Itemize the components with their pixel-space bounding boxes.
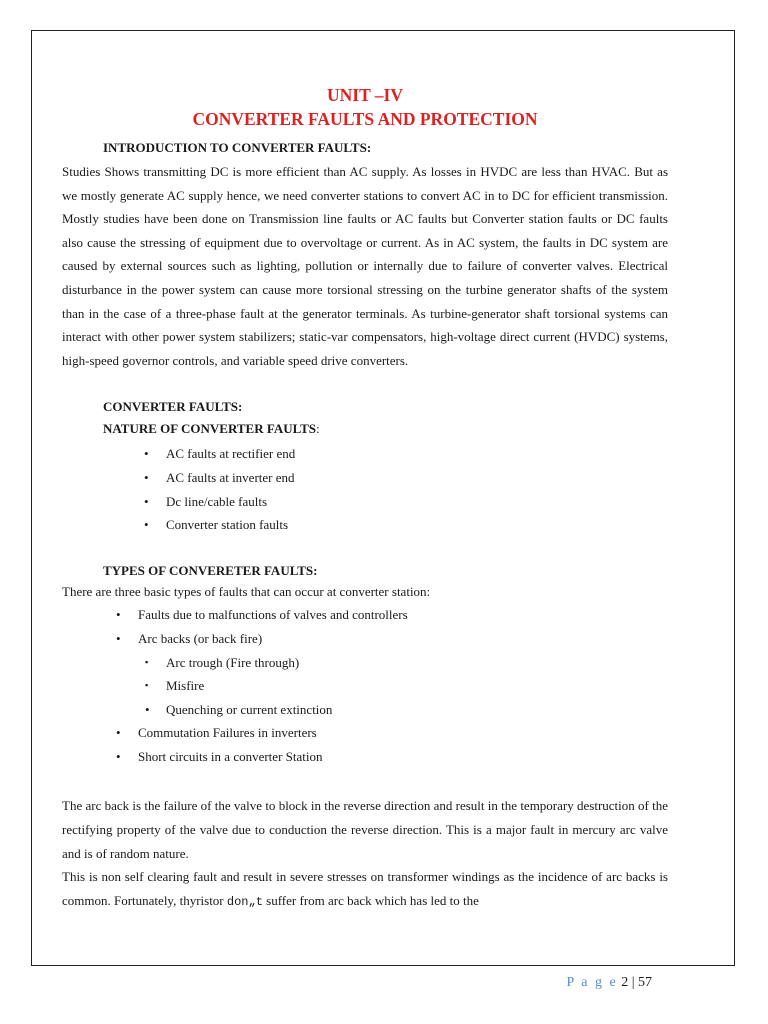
converter-faults-heading: CONVERTER FAULTS: [103,399,243,415]
bullet-icon: • [144,493,149,509]
nature-heading: NATURE OF CONVERTER FAULTS: [103,421,320,437]
bullet-icon: • [144,469,149,485]
bullet-icon: • [144,446,149,462]
nature-list [62,442,668,536]
arc-back-paragraph: The arc back is the failure of the valve to block in the reverse direction and result in the temporary destruction of the rectifying property of the valve due to conduction the reverse direction. This is a major fault in mercury arc valve and is of random nature. [62,798,668,861]
page-number: 2 | 57 [621,975,652,990]
list-item: ▪ Misfire [62,674,668,698]
bullet-icon: • [116,630,121,646]
square-bullet-icon: ▪ [145,656,149,667]
arc-back-paragraph-2: This is non self clearing fault and result in severe stresses on transformer windings as the incidence of arc backs is common. Fortunately, thyristor don„t suffer from arc back which has led to the [62,869,668,909]
list-item: • Short circuits in a converter Station [62,745,668,769]
types-list-continued [62,721,668,768]
page-footer [566,975,652,991]
bullet-icon: • [116,725,121,741]
list-item: • AC faults at rectifier end [62,442,668,466]
bullet-icon: • [144,517,149,533]
types-list [62,603,668,650]
arc-back-sublist [62,651,668,722]
bullet-icon: • [145,701,150,717]
square-bullet-icon: ▪ [145,680,149,691]
intro-heading: INTRODUCTION TO CONVERTER FAULTS: [103,140,372,155]
list-item: • Dc line/cable faults [62,490,668,514]
document-body [62,83,668,914]
chapter-title: CONVERTER FAULTS AND PROTECTION [192,109,538,129]
list-item: • Quenching or current extinction [62,698,668,722]
bullet-icon: • [116,607,121,623]
list-item: • Faults due to malfunctions of valves and controllers [62,603,668,627]
list-item: • Arc backs (or back fire) [62,627,668,651]
list-item: • AC faults at inverter end [62,466,668,490]
intro-paragraph: Studies Shows transmitting DC is more efficient than AC supply. As losses in HVDC are less than HVAC. But as we mostly generate AC supply hence, we need converter stations to convert AC in to DC for efficient transmission. Mostly studies have been done on Transmission line faults or AC faults but Converter station faults or DC faults also cause the stressing of equipment due to overvoltage or current. As in AC system, the faults in DC system are caused by external sources such as lighting, pollution or internally due to failure of converter valves. Electrical disturbance in the power system can cause more torsional stressing on the turbine generator shafts of the system than in the case of a three-phase fault at the generator terminals. As turbine-generator shaft torsional systems can interact with other power system stabilizers; static-var compensators, high-voltage direct current (HVDC) systems, high-speed governor controls, and variable speed drive converters. [62,164,668,368]
types-intro: There are three basic types of faults that can occur at converter station: [62,583,431,599]
list-item: • Converter station faults [62,513,668,537]
bullet-icon: • [116,748,121,764]
list-item: • Commutation Failures in inverters [62,721,668,745]
page-label: P a g e [566,975,618,990]
list-item: ▪ Arc trough (Fire through) [62,651,668,675]
types-heading: TYPES OF CONVERETER FAULTS: [103,562,318,578]
unit-title: UNIT –IV [326,85,403,105]
